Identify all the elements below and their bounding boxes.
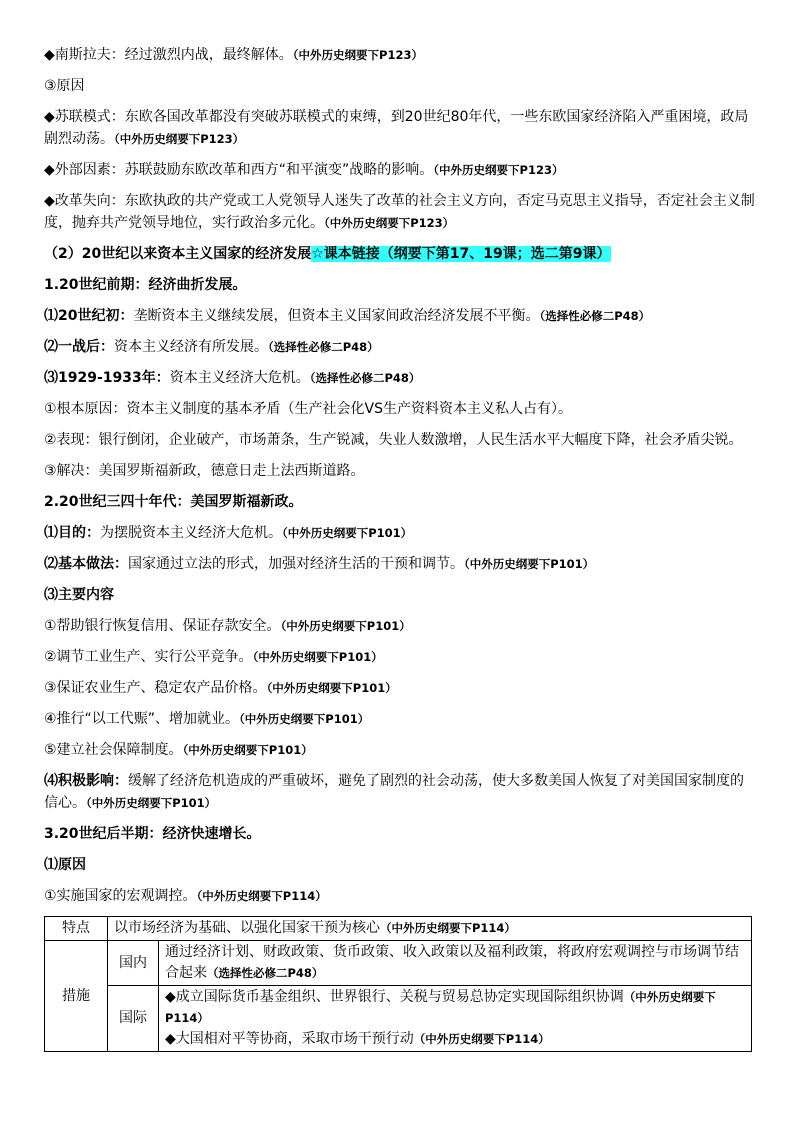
source-reference: （中外历史纲要下P123） xyxy=(114,132,245,146)
text-line: ⑵基本做法：国家通过立法的形式，加强对经济生活的干预和调节。（中外历史纲要下P101） xyxy=(44,556,595,572)
text-line: ①实施国家的宏观调控。（中外历史纲要下P114） xyxy=(44,888,327,904)
text-line: ①帮助银行恢复信用、保证存款安全。（中外历史纲要下P101） xyxy=(44,618,411,634)
domestic-text-cell: 通过经济计划、财政政策、货币政策、收入政策以及福利政策，将政府宏观调控与市场调节结合起来（选择性必修二P48） xyxy=(159,941,752,986)
text-line: ①根本原因：资本主义制度的基本矛盾（生产社会化VS生产资料资本主义私人占有）。 xyxy=(44,401,573,417)
source-reference: （中外历史纲要下P123） xyxy=(433,163,564,177)
source-reference: （选择性必修二P48） xyxy=(268,340,379,354)
section-heading: 1.20世纪前期：经济曲折发展。 xyxy=(44,277,247,293)
source-reference: （中外历史纲要下P101） xyxy=(266,681,397,695)
intl-label-cell: 国际 xyxy=(108,986,159,1052)
text-line: ⑶1929-1933年：资本主义经济大危机。（选择性必修二P48） xyxy=(44,370,421,386)
text-line: ⑴20世纪初：垄断资本主义继续发展，但资本主义国家间政治经济发展不平衡。（选择性必修二P48） xyxy=(44,308,651,324)
text-line: ②调节工业生产、实行公平竞争。（中外历史纲要下P101） xyxy=(44,649,383,665)
source-reference: （中外历史纲要下P114） xyxy=(380,921,516,935)
text-line: ③解决：美国罗斯福新政，德意日走上法西斯道路。 xyxy=(44,463,365,479)
textbook-link-highlight: ☆课本链接（纲要下第17、19课；选二第9课） xyxy=(311,246,611,262)
text-line: ⑤建立社会保障制度。（中外历史纲要下P101） xyxy=(44,742,313,758)
text-line: ⑷积极影响：缓解了经济危机造成的严重破坏，避免了剧烈的社会动荡，使大多数美国人恢复了对美国国家制度的信心。（中外历史纲要下P101） xyxy=(44,773,744,811)
source-reference: （中外历史纲要下P101） xyxy=(239,712,370,726)
intl-text-cell: ◆成立国际货币基金组织、世界银行、关税与贸易总协定实现国际组织协调（中外历史纲要下P114） ◆大国相对平等协商，采取市场干预行动（中外历史纲要下P114） xyxy=(159,986,752,1052)
text-line: ◆苏联模式：东欧各国改革都没有突破苏联模式的束缚，到20世纪80年代，一些东欧国家经济陷入严重困境，政局剧烈动荡。（中外历史纲要下P123） xyxy=(44,109,749,147)
text-line: ③保证农业生产、稳定农产品价格。（中外历史纲要下P101） xyxy=(44,680,397,696)
source-reference: （选择性必修二P48） xyxy=(539,309,651,323)
section-heading: （2）20世纪以来资本主义国家的经济发展☆课本链接（纲要下第17、19课；选二第9课） xyxy=(44,246,611,262)
source-reference: （中外历史纲要下P101） xyxy=(252,650,383,664)
section-heading: ③原因 xyxy=(44,78,85,94)
domestic-label-cell: 国内 xyxy=(108,941,159,986)
source-reference: （中外历史纲要下P114） xyxy=(165,990,716,1025)
source-reference: （中外历史纲要下P101） xyxy=(280,619,411,633)
source-reference: （选择性必修二P48） xyxy=(207,966,324,980)
source-reference: （中外历史纲要下P114） xyxy=(413,1032,550,1046)
text-line: ◆改革失向：东欧执政的共产党或工人党领导人迷失了改革的社会主义方向，否定马克思主义指导，否定社会主义制度，抛弃共产党领导地位，实行政治多元化。（中外历史纲要下P123） xyxy=(44,193,755,231)
table-row xyxy=(45,941,752,986)
source-reference: （中外历史纲要下P101） xyxy=(282,526,413,540)
source-reference: （中外历史纲要下P123） xyxy=(292,48,423,62)
text-line: ②表现：银行倒闭，企业破产，市场萧条，生产锐减，失业人数激增，人民生活水平大幅度下降，社会矛盾尖锐。 xyxy=(44,432,743,448)
source-reference: （中外历史纲要下P101） xyxy=(464,557,595,571)
macro-control-table xyxy=(44,916,752,1052)
section-heading: ⑶主要内容 xyxy=(44,587,114,603)
source-reference: （中外历史纲要下P114） xyxy=(196,889,327,903)
feature-label-cell: 特点 xyxy=(45,917,108,941)
source-reference: （中外历史纲要下P101） xyxy=(86,796,217,810)
measures-label-cell: 措施 xyxy=(45,941,108,1052)
section-heading: ⑴原因 xyxy=(44,857,86,873)
table-row xyxy=(45,986,752,1052)
source-reference: （选择性必修二P48） xyxy=(309,371,421,385)
text-line: ⑵一战后：资本主义经济有所发展。（选择性必修二P48） xyxy=(44,339,379,355)
text-line: ⑴目的：为摆脱资本主义经济大危机。（中外历史纲要下P101） xyxy=(44,525,413,541)
table-row xyxy=(45,917,752,941)
feature-text-cell: 以市场经济为基础、以强化国家干预为核心（中外历史纲要下P114） xyxy=(108,917,752,941)
text-line: ◆南斯拉夫：经过激烈内战，最终解体。（中外历史纲要下P123） xyxy=(44,47,423,63)
source-reference: （中外历史纲要下P123） xyxy=(324,216,455,230)
section-heading: 3.20世纪后半期：经济快速增长。 xyxy=(44,826,261,842)
text-line: ④推行“以工代赈”、增加就业。（中外历史纲要下P101） xyxy=(44,711,370,727)
document-page xyxy=(44,44,756,1052)
source-reference: （中外历史纲要下P101） xyxy=(182,743,313,757)
text-line: ◆外部因素：苏联鼓励东欧改革和西方“和平演变”战略的影响。（中外历史纲要下P123） xyxy=(44,162,564,178)
section-heading: 2.20世纪三四十年代：美国罗斯福新政。 xyxy=(44,494,303,510)
